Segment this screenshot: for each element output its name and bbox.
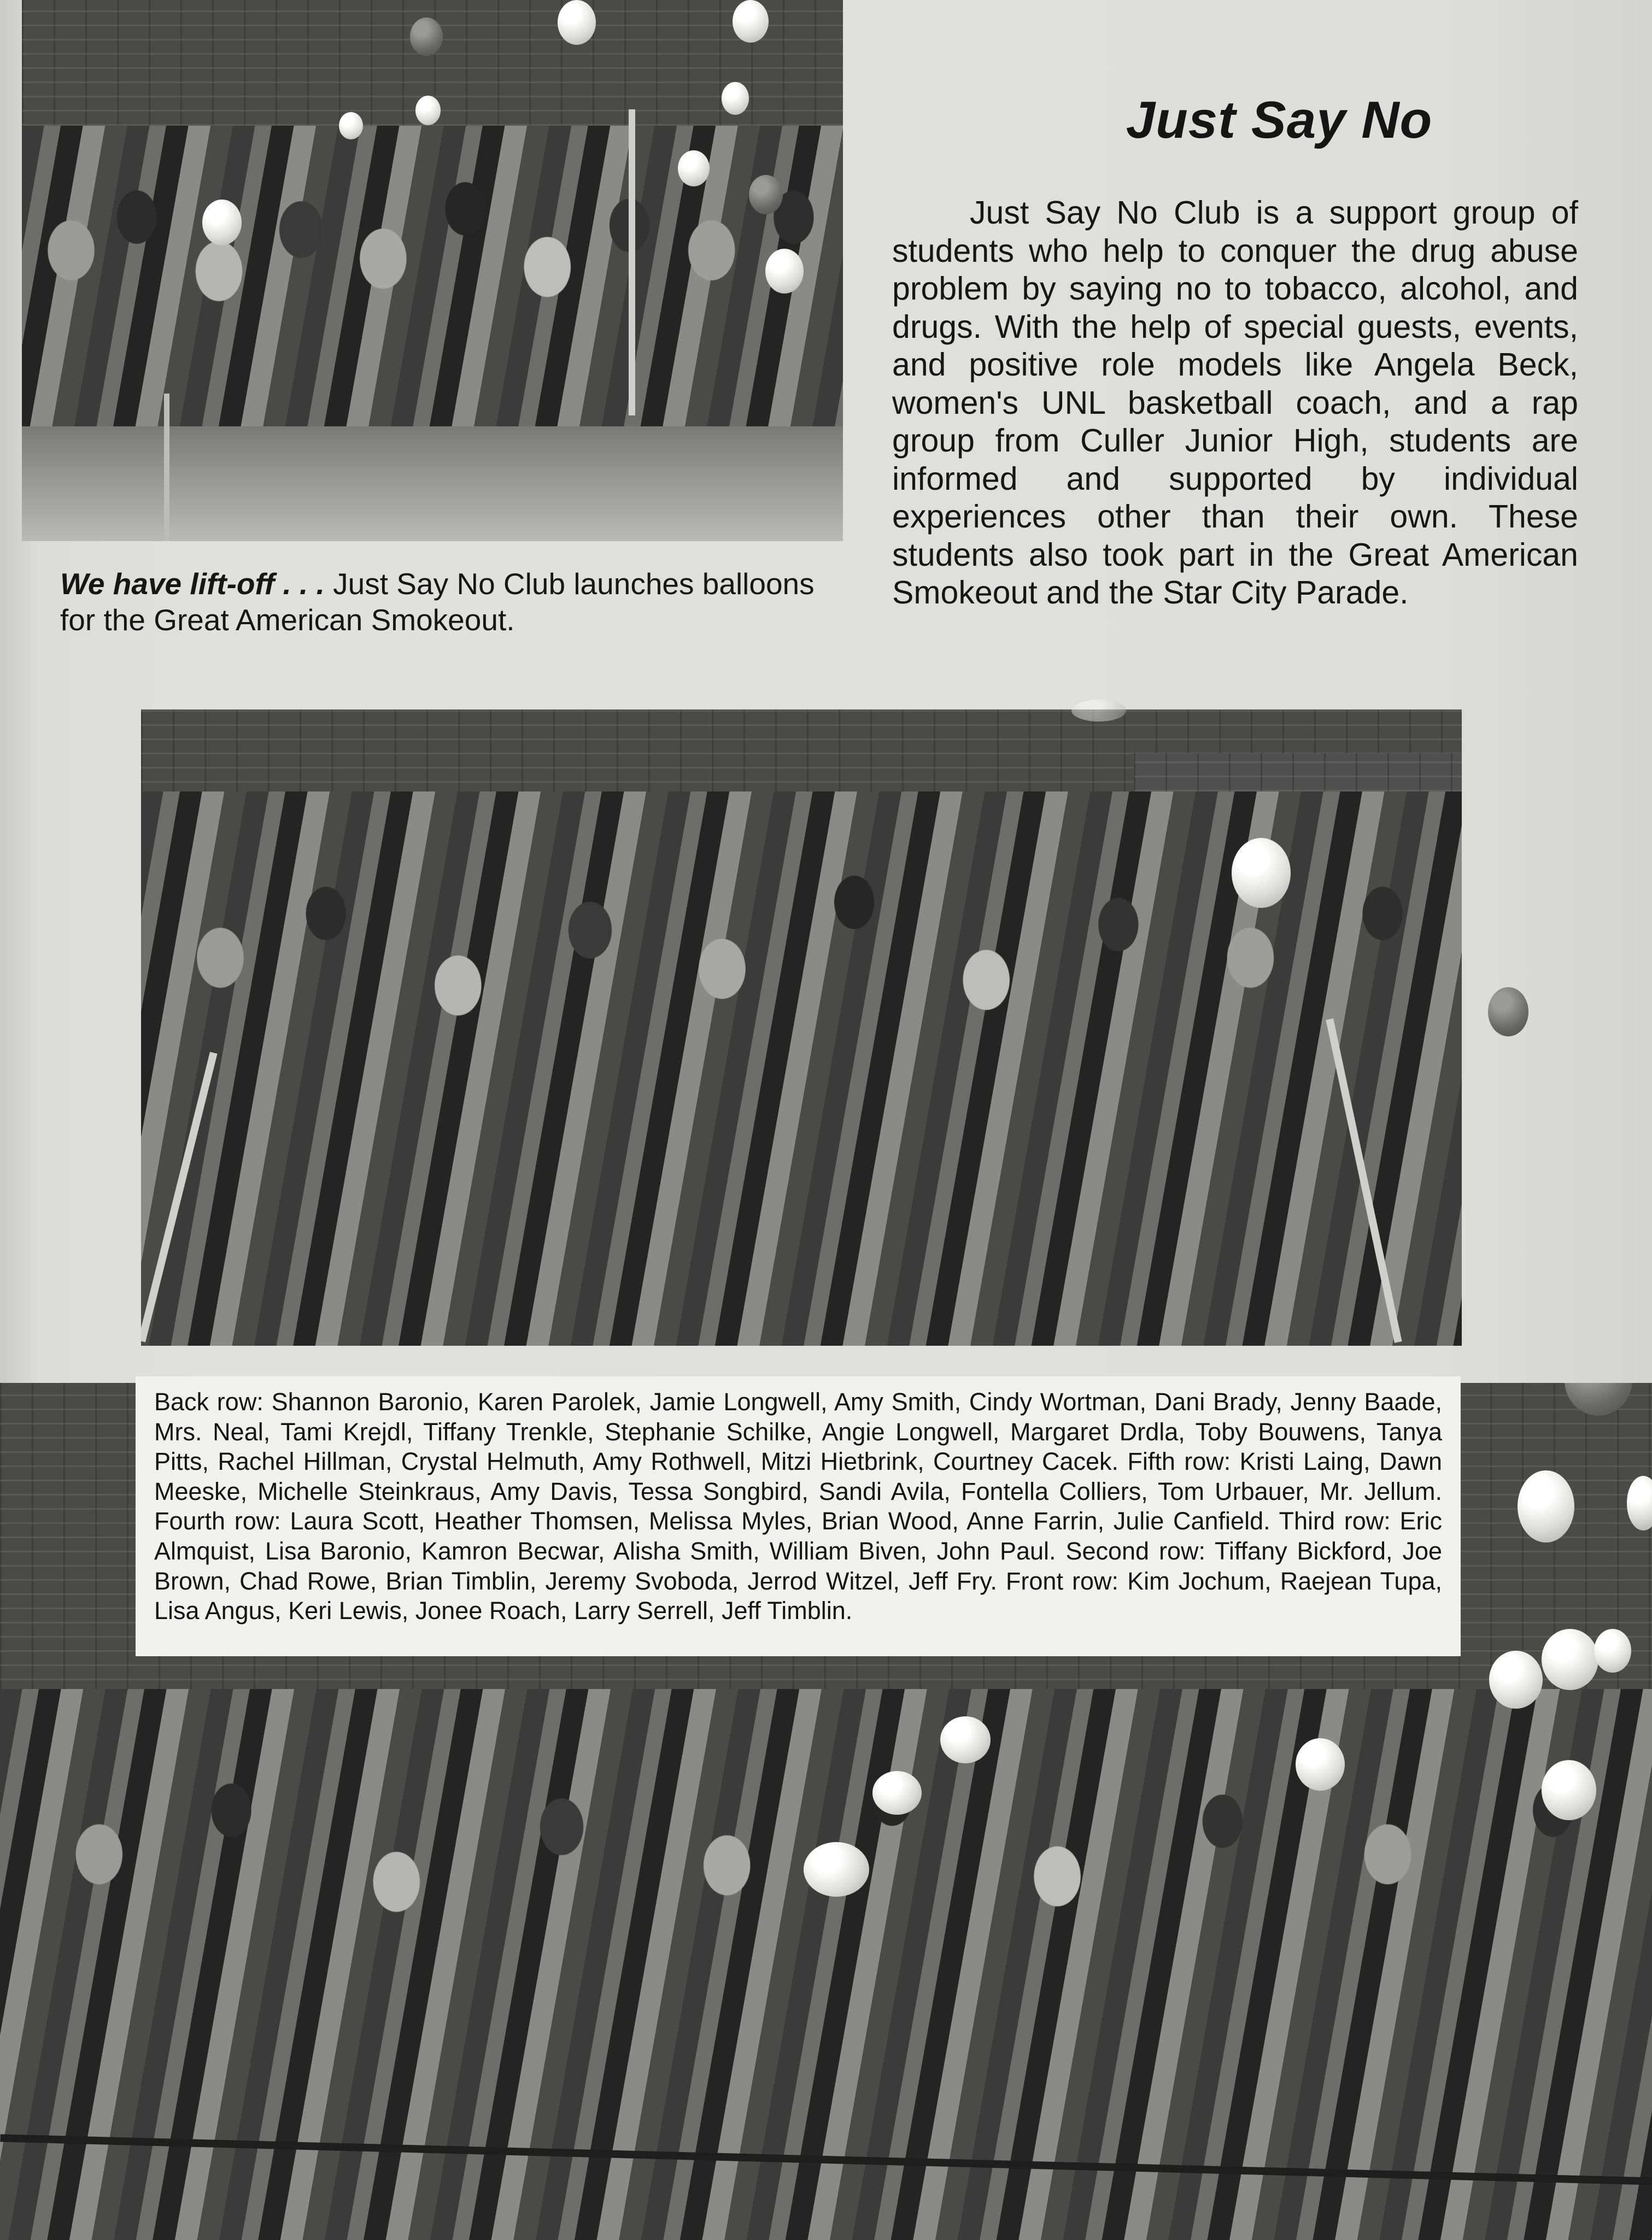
balloon [415, 96, 441, 125]
balloon [558, 0, 596, 45]
balloon [1594, 1629, 1631, 1673]
balloon-launch-photo [22, 0, 843, 541]
balloon [765, 249, 804, 294]
caption-text: Just Say No Club launches balloons for the Great American Smokeout. [60, 567, 815, 637]
balloon [1071, 700, 1126, 722]
balloon [1542, 1760, 1596, 1820]
balloon [1518, 1470, 1574, 1543]
balloon [749, 175, 783, 214]
railing [164, 394, 169, 541]
article-body: Just Say No Club is a support group of students who help to conquer the drug abuse problem by saying no to tobacco, alcohol, and drugs. With the help of special guests, events, and positive role models like Angela Beck, women's UNL basketball coach, and a rap group from Culler Junior High, students are informed and supported by individual experiences other than their own. These students also took part in the Great American Smokeout and the Star City Parade. [892, 195, 1578, 611]
balloon [872, 1771, 922, 1815]
balloon [733, 0, 769, 43]
balloon [339, 112, 363, 139]
balloon [804, 1842, 869, 1897]
balloon [1296, 1738, 1345, 1791]
article-headline: Just Say No [1126, 91, 1433, 149]
balloon [678, 150, 710, 186]
railing [629, 109, 635, 415]
balloon [1542, 1629, 1598, 1690]
balloon [1488, 987, 1528, 1036]
balloon [1489, 1651, 1543, 1709]
group-photo-names-box [136, 1376, 1461, 1656]
balloon [940, 1716, 991, 1763]
balloon [722, 82, 749, 115]
club-group-photo [141, 709, 1462, 1346]
group-photo-names: Back row: Shannon Baronio, Karen Parolek, Jamie Longwell, Amy Smith, Cindy Wortman, Dani Brady, Jenny Baade, Mrs. Neal, Tami Krejdl, Tiffany Trenkle, Stephanie Schilke, Angie Longwell, Margaret Drdla, Toby Bouwens, Tanya Pitts, Rachel Hillman, Crystal Helmuth, Amy Rothwell, Mitzi Hietbrink, Courtney Cacek. Fifth row: Kristi Laing, Dawn Meeske, Michelle Steinkraus, Amy Davis, Tessa Songbird, Sandi Avila, Fontella Colliers, Tom Urbauer, Mr. Jellum. Fourth row: Laura Scott, Heather Thomsen, Melissa Myles, Brian Wood, Anne Farrin, Julie Canfield. Third row: Eric Almquist, Lisa Baronio, Kamron Becwar, Alisha Smith, William Biven, John Paul. Second row: Tiffany Bickford, Joe Brown, Chad Rowe, Brian Timblin, Jeremy Svoboda, Jerrod Witzel, Jeff Fry. Front row: Kim Jochum, Raejean Tupa, Lisa Angus, Keri Lewis, Jonee Roach, Larry Serrell, Jeff Timblin. [154, 1388, 1442, 1625]
balloon [410, 17, 443, 56]
stone-steps [22, 426, 843, 541]
photo-caption [60, 566, 825, 638]
caption-lead: We have lift-off . . . [60, 567, 325, 601]
balloon [202, 200, 242, 245]
balloon [1232, 838, 1291, 908]
